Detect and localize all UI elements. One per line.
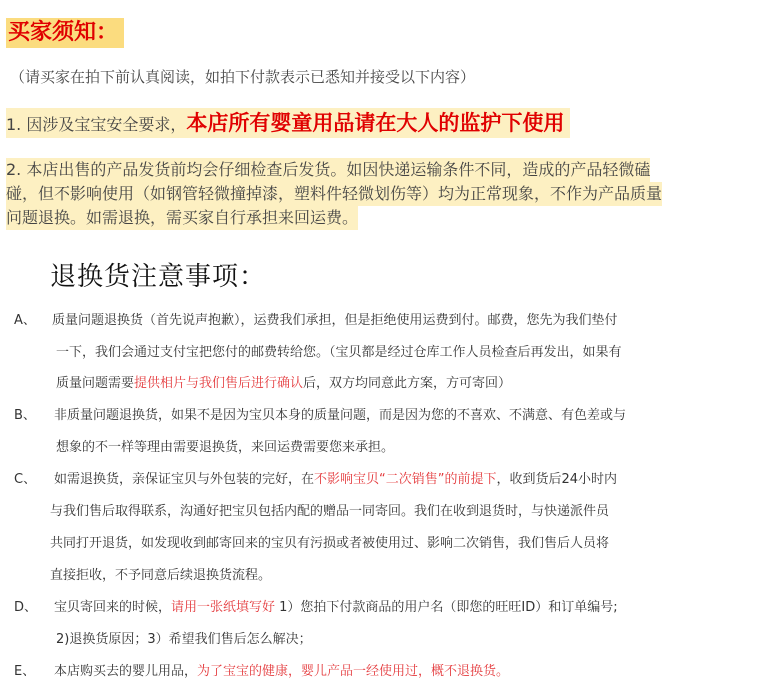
return-notice-title: 退换货注意事项：: [50, 262, 267, 292]
safety-paragraph: [6, 108, 570, 138]
item-c-line: 直接拒收，不予同意后续退换货流程。: [50, 568, 272, 583]
item-b-text: 非质量问题退换货，如果不是因为宝贝本身的质量问题，而是因为您的不喜欢、不满意、有色差或与: [54, 408, 627, 423]
notice-heading: 买家须知：: [6, 18, 124, 48]
item-d-text: 1）您拍下付款商品的用户名（即您的旺旺ID）和订单编号;: [275, 600, 618, 615]
item-b-line: [14, 406, 626, 426]
item-a-line: [14, 311, 618, 331]
item-c-line: 与我们售后取得联系，沟通好把宝贝包括内配的赠品一同寄回。我们在收到退货时，与快递派件员: [50, 504, 610, 519]
item-e-text: 本店购买去的婴儿用品，: [54, 664, 198, 679]
item-c-text: ，收到货后24小时内: [496, 472, 618, 487]
item-b-line: 想象的不一样等理由需要退换货，来回运费需要您来承担。: [56, 440, 395, 455]
item-a-text: 质量问题需要: [56, 376, 135, 391]
item-c-marker: C、: [14, 472, 37, 487]
item-a-line: 一下，我们会通过支付宝把您付的邮费转给您。（宝贝都是经过仓库工作人员检查后再发出，如果有: [56, 345, 622, 360]
item-e-marker: E、: [14, 664, 36, 679]
safety-prefix: 1. 因涉及宝宝安全要求，: [6, 115, 187, 134]
item-a-text: 质量问题退换货（首先说声抱歉），运费我们承担，但是拒绝使用运费到付。邮费，您先为我们垫付: [52, 313, 618, 328]
shipping-paragraph-line: 问题退换。如需退换，需买家自行承担来回运费。: [6, 206, 358, 230]
shipping-paragraph-line: 碰，但不影响使用（如钢管轻微撞掉漆，塑料件轻微划伤等）均为正常现象，不作为产品质量: [6, 182, 662, 206]
item-e-line: [14, 662, 509, 682]
item-d-text: 宝贝寄回来的时候，: [54, 600, 172, 615]
item-c-line: [14, 470, 617, 490]
item-c-line: 共同打开退货，如发现收到邮寄回来的宝贝有污损或者被使用过、影响二次销售，我们售后人员将: [50, 536, 610, 551]
item-d-highlight: 请用一张纸填写好: [171, 600, 276, 615]
item-d-line: 2)退换货原因；3）希望我们售后怎么解决；: [56, 632, 312, 647]
item-c-text: 如需退换货，亲保证宝贝与外包装的完好，在: [54, 472, 315, 487]
item-d-line: [14, 598, 618, 618]
item-e-highlight: 为了宝宝的健康，婴儿产品一经使用过，概不退换货。: [197, 664, 510, 679]
item-b-marker: B、: [14, 408, 36, 423]
item-c-highlight: 不影响宝贝“二次销售”的前提下: [314, 472, 497, 487]
item-a-line: [56, 374, 511, 394]
shipping-paragraph-line: 2. 本店出售的产品发货前均会仔细检查后发货。如因快递运输条件不同，造成的产品轻微磕: [6, 158, 650, 182]
intro-text: （请买家在拍下前认真阅读，如拍下付款表示已悉知并接受以下内容）: [10, 68, 476, 86]
safety-emphasis: 本店所有婴童用品请在大人的监护下使用: [186, 111, 565, 135]
item-d-marker: D、: [14, 600, 38, 615]
item-a-highlight: 提供相片与我们售后进行确认: [134, 376, 304, 391]
item-a-marker: A、: [14, 313, 36, 328]
item-a-text: 后，双方均同意此方案，方可寄回）: [303, 376, 512, 391]
